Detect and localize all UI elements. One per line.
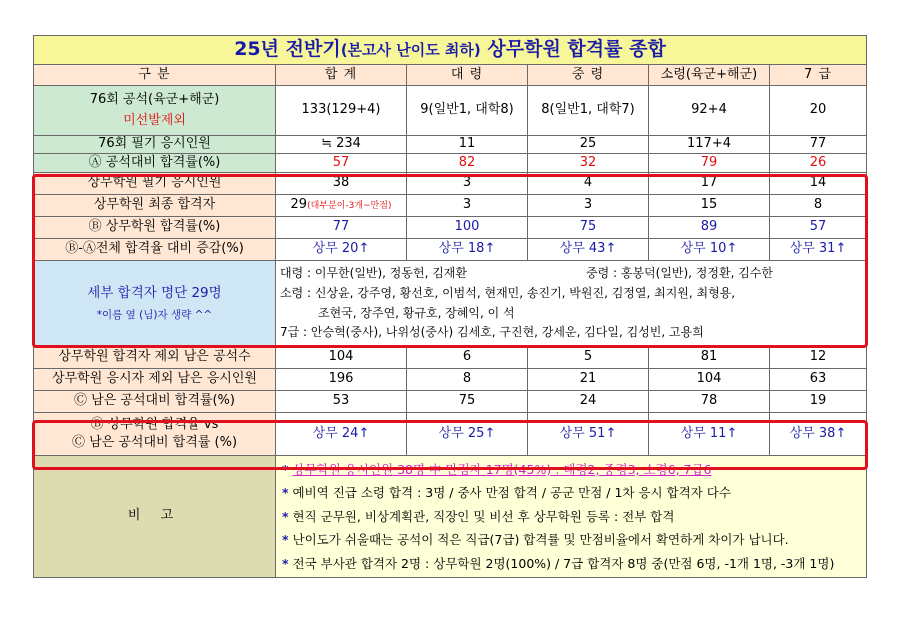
value-cell: 20 (770, 86, 867, 136)
table-row (34, 413, 867, 456)
value-cell: 9(일반1, 대학8) (407, 86, 528, 136)
note-text: 예비역 진급 소령 합격 : 3명 / 중사 만점 합격 / 공군 만점 / 1차 응시 합격자 다수 (292, 485, 731, 501)
row-label-text: Ⓑ 상무학원 합격율 vs (90, 416, 219, 432)
value-cell: 상무 24↑ (276, 413, 407, 456)
name-line: 조현국, 장주연, 황규호, 장혜익, 이 석 (318, 305, 515, 320)
note-bullet: * (282, 508, 289, 524)
title-part-b: (본고사 난이도 최하) (340, 41, 481, 60)
note-bullet: * (282, 461, 289, 477)
value-cell: 8(일반1, 대학7) (528, 86, 649, 136)
name-line (280, 264, 862, 284)
results-table (33, 35, 867, 578)
note-text: 전국 부사관 합격자 2명 : 상무학원 2명(100%) / 7급 합격자 8명 중(만점 6명, -1개 1명, -3개 1명) (292, 555, 835, 571)
table-row (34, 173, 867, 195)
value-cell: 38 (276, 173, 407, 195)
value-cell: 26 (770, 154, 867, 173)
value-cell: 104 (276, 347, 407, 369)
title-part-a: 25년 전반기 (234, 38, 341, 61)
value-note: (대부분이-3개~만점) (307, 201, 392, 212)
detail-label: 세부 합격자 명단 29명 (87, 285, 222, 302)
row-label (34, 413, 276, 456)
value-cell: 3 (407, 195, 528, 217)
value-cell: 상무 20↑ (276, 239, 407, 261)
notes-label: 비 고 (34, 456, 276, 578)
title-part-c: 상무학원 합격률 종합 (480, 38, 666, 61)
table-row (34, 154, 867, 173)
row-label (34, 86, 276, 136)
note-item (282, 481, 860, 505)
notes-row (34, 456, 867, 578)
row-label: 상무학원 최종 합격자 (34, 195, 276, 217)
row-label: 76회 필기 응시인원 (34, 136, 276, 154)
value-cell: 4 (528, 173, 649, 195)
note-text: 현직 군무원, 비상계획관, 직장인 및 비선 후 상무학원 등록 : 전부 합격 (292, 508, 675, 524)
value-cell: 77 (770, 136, 867, 154)
value-cell: 11 (407, 136, 528, 154)
row-label: 상무학원 필기 응시인원 (34, 173, 276, 195)
detail-sublabel: *이름 옆 (님)자 생략 ^^ (96, 308, 213, 321)
note-item (282, 505, 860, 529)
name-line: 7급 : 안승혁(중사), 나위성(중사) 김세호, 구진현, 강세운, 김다일, 김성빈, 고용희 (280, 325, 704, 340)
value-cell: 8 (407, 369, 528, 391)
value-cell: 117+4 (649, 136, 770, 154)
value-cell: 상무 31↑ (770, 239, 867, 261)
title-row (34, 36, 867, 65)
results-sheet (33, 35, 866, 578)
value-cell: 상무 38↑ (770, 413, 867, 456)
value-cell: 24 (528, 391, 649, 413)
header-cell: 7 급 (770, 65, 867, 86)
value-cell: 82 (407, 154, 528, 173)
note-text: 난이도가 쉬울때는 공석이 적은 직급(7급) 합격률 및 만점비율에서 확연하게 차이가 납니다. (292, 532, 789, 548)
value-cell: 상무 18↑ (407, 239, 528, 261)
table-row (34, 239, 867, 261)
name-list (276, 261, 867, 347)
value-cell: 81 (649, 347, 770, 369)
note-bullet: * (282, 485, 289, 501)
name-line-text: 대령 : 이무한(일반), 정동헌, 김재환 (280, 265, 467, 280)
value-cell: 5 (528, 347, 649, 369)
name-line: 소령 : 신상윤, 강주영, 황선호, 이범석, 현재민, 송진기, 박원진, 김정열, 최지원, 최형용, (280, 285, 736, 300)
note-bullet: * (282, 532, 289, 548)
row-label: Ⓑ 상무학원 합격률(%) (34, 217, 276, 239)
row-label (34, 261, 276, 347)
value-cell: 57 (276, 154, 407, 173)
value-cell: 89 (649, 217, 770, 239)
row-label: Ⓑ-Ⓐ전체 합격율 대비 증감(%) (34, 239, 276, 261)
value-cell: 19 (770, 391, 867, 413)
value-text: 29 (290, 197, 308, 213)
table-row (34, 347, 867, 369)
table-row (34, 195, 867, 217)
header-row (34, 65, 867, 86)
row-label-text: Ⓒ 남은 공석대비 합격률 (%) (71, 434, 238, 450)
note-item (282, 528, 860, 552)
value-cell: 25 (528, 136, 649, 154)
value-cell: 14 (770, 173, 867, 195)
value-cell: 75 (407, 391, 528, 413)
value-cell: 57 (770, 217, 867, 239)
value-cell: 3 (528, 195, 649, 217)
value-cell: 상무 11↑ (649, 413, 770, 456)
value-cell: 53 (276, 391, 407, 413)
value-cell: 79 (649, 154, 770, 173)
value-cell: 3 (407, 173, 528, 195)
note-text: 상무학원 응시인원 38명 中 만점자 17명(45%) : 대령2, 중령3, 소령6, 7급6 (292, 461, 712, 477)
table-row (34, 369, 867, 391)
detail-row (34, 261, 867, 347)
value-cell: 상무 51↑ (528, 413, 649, 456)
value-cell: 상무 10↑ (649, 239, 770, 261)
header-cell: 대 령 (407, 65, 528, 86)
value-cell: 100 (407, 217, 528, 239)
value-cell: 75 (528, 217, 649, 239)
notes-list (276, 456, 867, 578)
name-line-text: 중령 : 홍봉덕(일반), 정정환, 김수한 (586, 265, 773, 280)
header-cell: 합 계 (276, 65, 407, 86)
header-cell: 중 령 (528, 65, 649, 86)
value-cell: 77 (276, 217, 407, 239)
row-label: Ⓐ 공석대비 합격률(%) (34, 154, 276, 173)
value-cell: 15 (649, 195, 770, 217)
value-cell: 92+4 (649, 86, 770, 136)
value-cell: 12 (770, 347, 867, 369)
row-label: 상무학원 합격자 제외 남은 공석수 (34, 347, 276, 369)
page-title (34, 36, 867, 65)
table-row (34, 86, 867, 136)
value-cell: 상무 43↑ (528, 239, 649, 261)
note-item (282, 552, 860, 576)
row-label-text: 76회 공석(육군+해군) (89, 91, 220, 107)
row-label: Ⓒ 남은 공석대비 합격률(%) (34, 391, 276, 413)
value-cell: 32 (528, 154, 649, 173)
value-cell: 17 (649, 173, 770, 195)
table-row (34, 217, 867, 239)
value-cell: 상무 25↑ (407, 413, 528, 456)
table-row (34, 391, 867, 413)
row-sublabel: 미선발제외 (123, 112, 186, 128)
header-cell: 구 분 (34, 65, 276, 86)
value-cell: 104 (649, 369, 770, 391)
value-cell: 63 (770, 369, 867, 391)
value-cell: 196 (276, 369, 407, 391)
value-cell: ≒ 234 (276, 136, 407, 154)
note-bullet: * (282, 555, 289, 571)
value-cell: 78 (649, 391, 770, 413)
table-row (34, 136, 867, 154)
value-cell: 8 (770, 195, 867, 217)
header-cell: 소령(육군+해군) (649, 65, 770, 86)
value-cell: 133(129+4) (276, 86, 407, 136)
note-item (282, 458, 860, 482)
value-cell: 6 (407, 347, 528, 369)
row-label: 상무학원 응시자 제외 남은 응시인원 (34, 369, 276, 391)
value-cell (276, 195, 407, 217)
value-cell: 21 (528, 369, 649, 391)
